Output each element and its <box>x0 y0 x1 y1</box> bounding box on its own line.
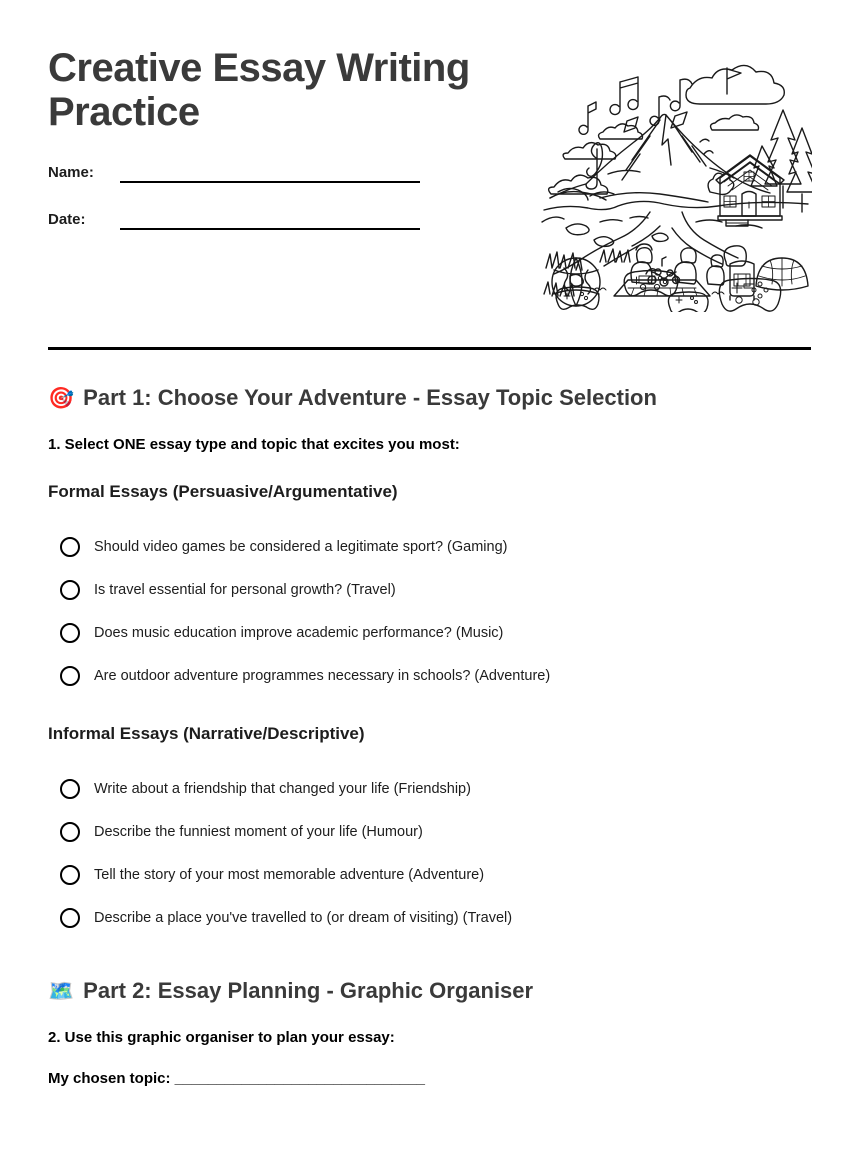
option-label: Describe the funniest moment of your life (Humour) <box>94 823 423 840</box>
river-landscape <box>542 201 808 274</box>
date-field-input-line[interactable] <box>120 228 420 230</box>
list-item[interactable] <box>48 525 812 568</box>
list-item[interactable] <box>48 568 812 611</box>
formal-essays-heading: Formal Essays (Persuasive/Argumentative) <box>48 482 398 501</box>
option-checkbox[interactable] <box>60 822 80 842</box>
list-item[interactable] <box>48 810 812 853</box>
list-item[interactable] <box>48 767 812 810</box>
list-item[interactable] <box>48 896 812 939</box>
option-label: Does music education improve academic performance? (Music) <box>94 624 504 641</box>
chosen-topic-line[interactable]: My chosen topic: ______________________________ <box>48 1070 425 1087</box>
option-checkbox[interactable] <box>60 580 80 600</box>
globe-icon <box>552 258 600 306</box>
part-1-heading-text: Part 1: Choose Your Adventure - Essay Topic Selection <box>83 385 657 410</box>
informal-essays-option-list <box>48 767 812 939</box>
student-info-fields <box>48 164 428 258</box>
page-title: Creative Essay Writing Practice <box>48 46 470 134</box>
option-checkbox[interactable] <box>60 666 80 686</box>
list-item[interactable] <box>48 654 812 697</box>
list-item[interactable] <box>48 853 812 896</box>
worksheet-header <box>48 46 812 316</box>
header-divider <box>48 347 811 350</box>
option-checkbox[interactable] <box>60 537 80 557</box>
option-label: Is travel essential for personal growth? (Travel) <box>94 581 396 598</box>
mountain-icon <box>550 114 770 202</box>
name-field-input-line[interactable] <box>120 181 420 183</box>
name-field-row <box>48 164 428 211</box>
worksheet-content <box>48 383 812 1089</box>
dart-target-icon: 🎯 <box>48 386 75 410</box>
option-label: Describe a place you've travelled to (or dream of visiting) (Travel) <box>94 909 513 926</box>
option-label: Should video games be considered a legitimate sport? (Gaming) <box>94 538 508 555</box>
option-label: Write about a friendship that changed your life (Friendship) <box>94 780 471 797</box>
option-label: Are outdoor adventure programmes necessary in schools? (Adventure) <box>94 667 551 684</box>
world-map-icon: 🗺️ <box>48 979 75 1003</box>
date-field-row <box>48 211 428 258</box>
name-field-label: Name: <box>48 164 94 181</box>
option-checkbox[interactable] <box>60 623 80 643</box>
list-item[interactable] <box>48 611 812 654</box>
flag-icon <box>727 68 741 94</box>
informal-essays-heading: Informal Essays (Narrative/Descriptive) <box>48 724 365 743</box>
part-1-heading <box>48 383 812 413</box>
formal-essays-option-list <box>48 525 812 697</box>
option-checkbox[interactable] <box>60 908 80 928</box>
part-2-instruction: 2. Use this graphic organiser to plan your essay: <box>48 1029 395 1046</box>
header-illustration <box>540 50 812 312</box>
part-2-heading-text: Part 2: Essay Planning - Graphic Organiser <box>83 978 534 1003</box>
part-1-instruction: 1. Select ONE essay type and topic that excites you most: <box>48 436 460 453</box>
date-field-label: Date: <box>48 211 86 228</box>
option-checkbox[interactable] <box>60 865 80 885</box>
pine-trees-icon <box>751 110 812 212</box>
part-2-heading <box>48 976 812 1006</box>
option-checkbox[interactable] <box>60 779 80 799</box>
option-label: Tell the story of your most memorable adventure (Adventure) <box>94 866 485 883</box>
